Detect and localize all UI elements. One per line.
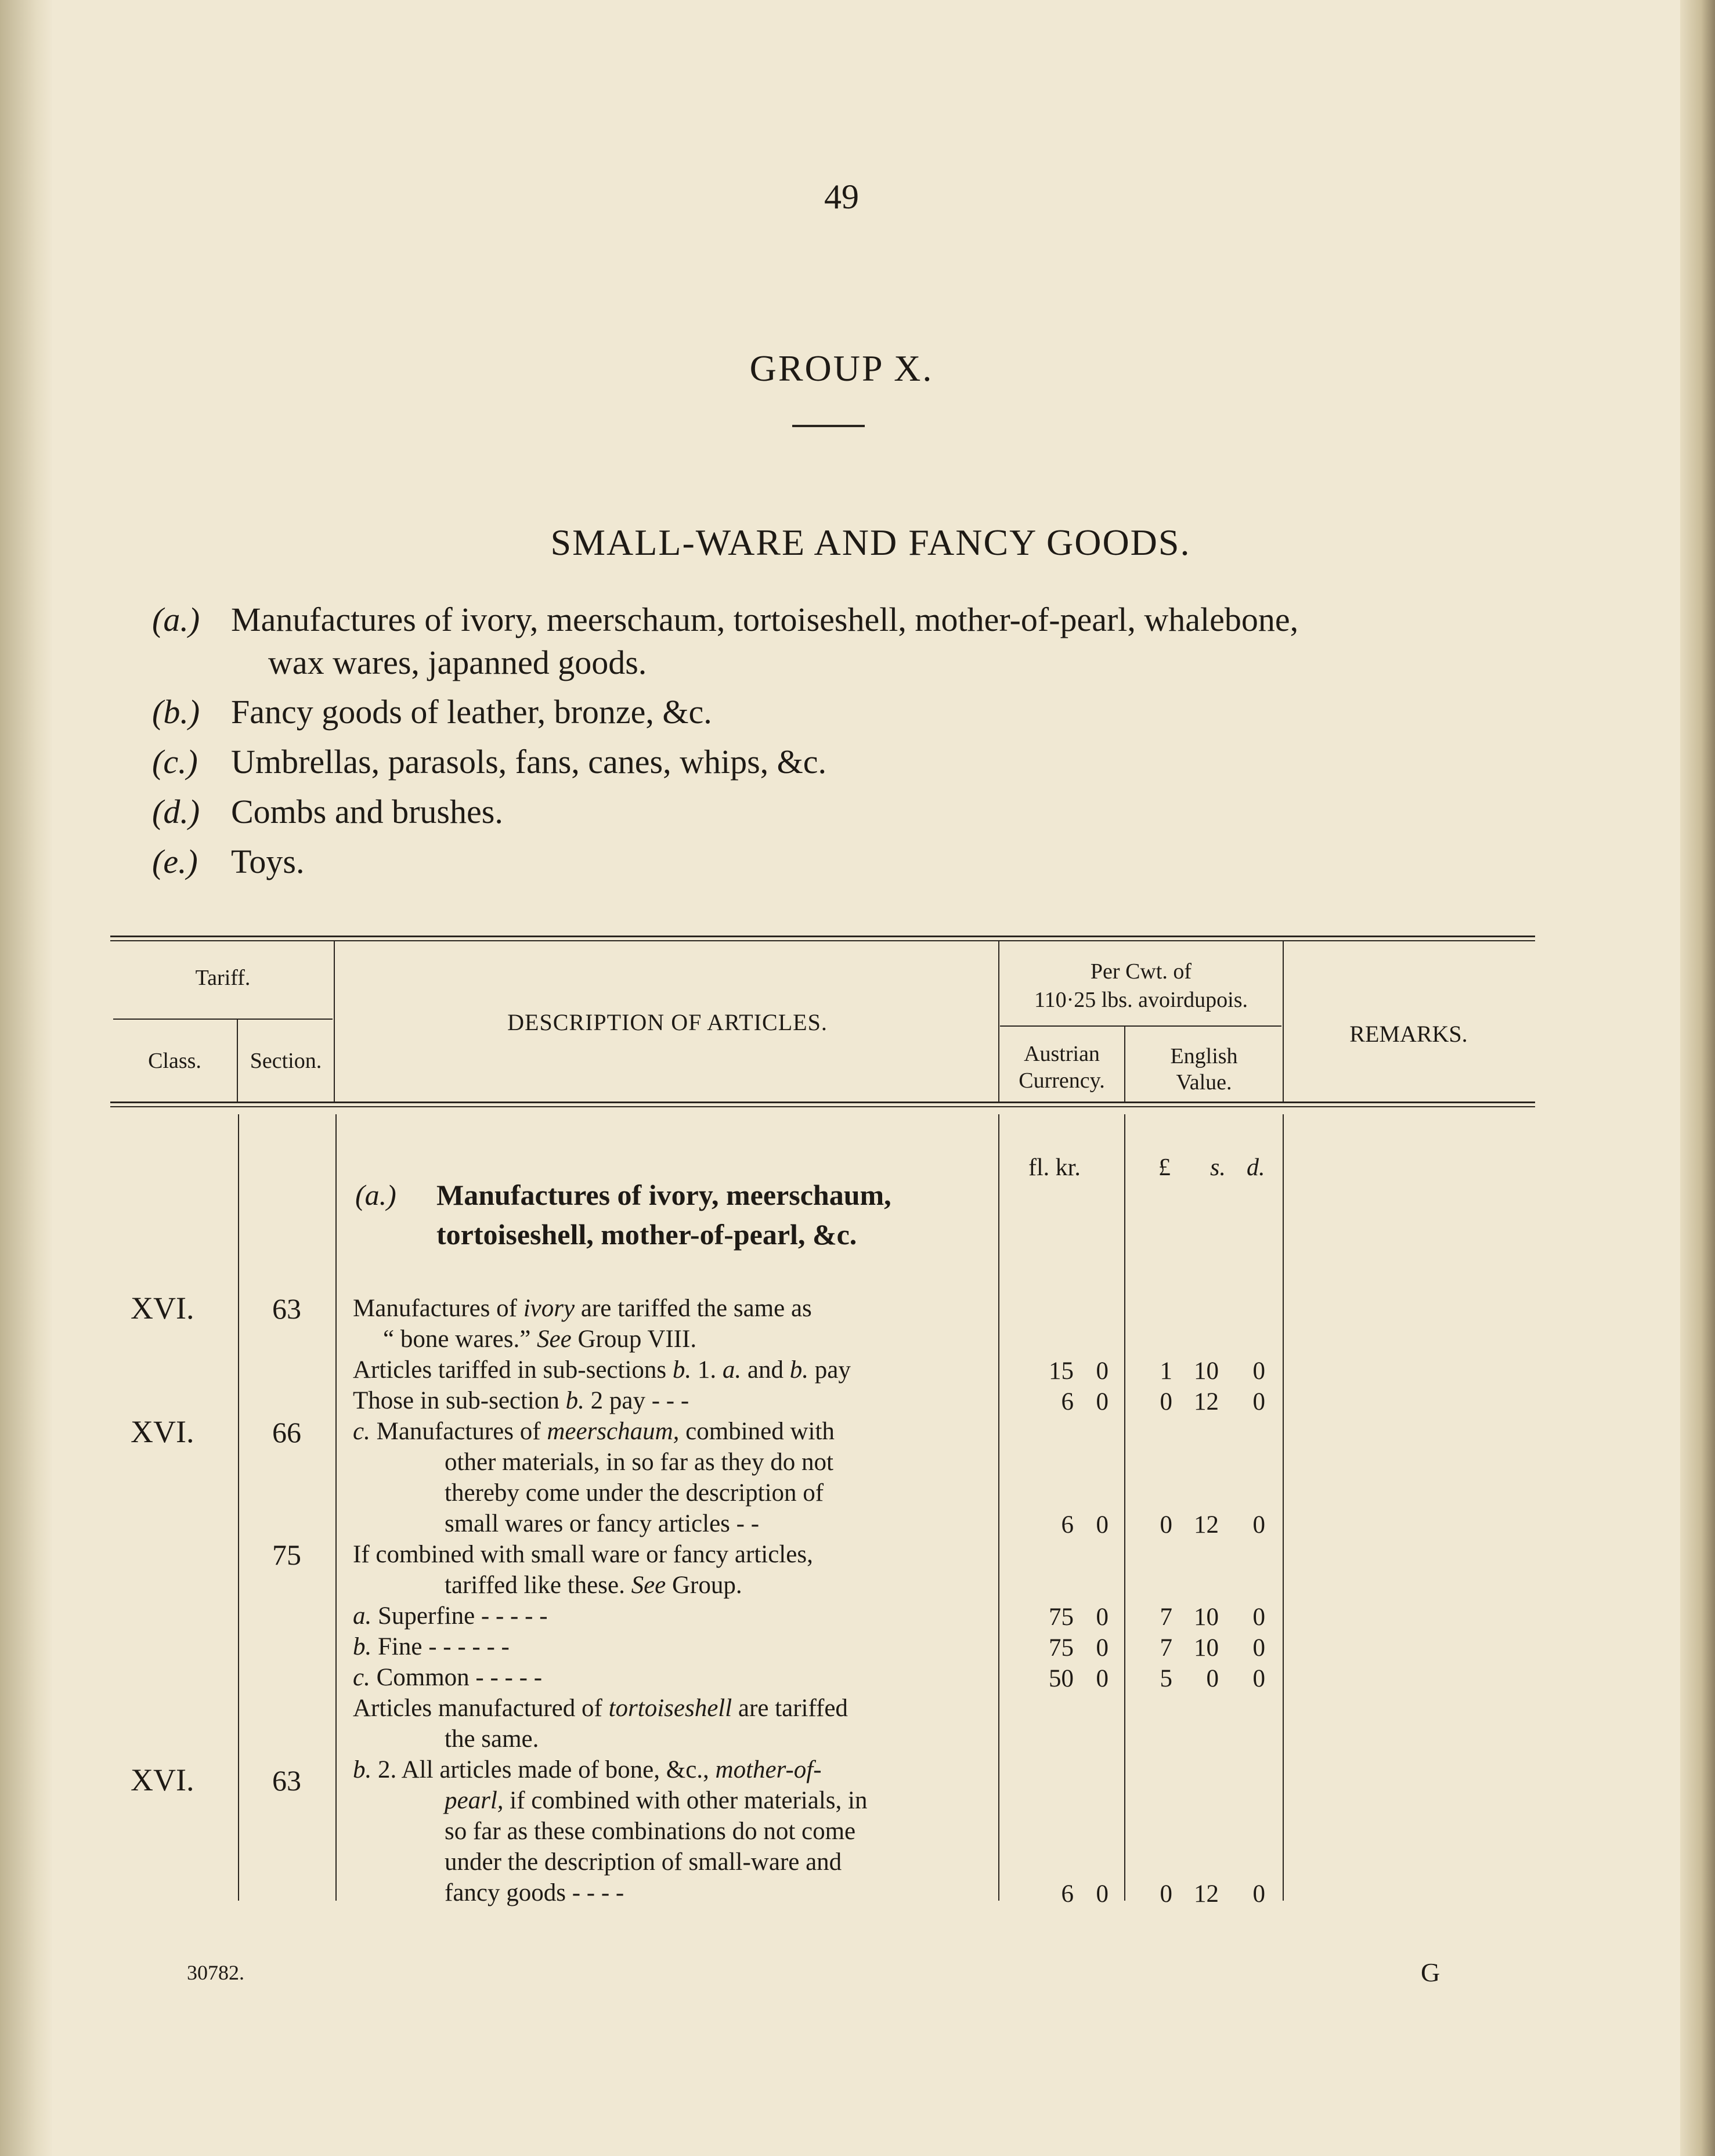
category-marker-b: (b.): [152, 693, 200, 731]
subheading-line2: tortoiseshell, mother-of-pearl, &c.: [436, 1218, 857, 1251]
pence-value: 0: [1252, 1665, 1265, 1692]
florin-value: 75: [1049, 1604, 1074, 1631]
section-cell: 63: [272, 1292, 301, 1325]
description-line: b. Fine - - - - - -: [353, 1633, 510, 1660]
description-line: “ bone wares.” See Group VIII.: [383, 1326, 697, 1353]
shilling-value: 12: [1194, 1880, 1219, 1908]
description-header-left-rule: [334, 941, 335, 1102]
page-number: 49: [824, 178, 859, 216]
page-gutter: [0, 0, 52, 2156]
section-cell: 66: [272, 1416, 301, 1449]
currency-english-body-divider: [1124, 1114, 1125, 1901]
header-english-line2: Value.: [1176, 1070, 1232, 1095]
header-bottom-rule: [110, 1102, 1535, 1103]
kreuzer-value: 0: [1096, 1357, 1109, 1385]
pound-value: 0: [1160, 1880, 1172, 1908]
tariff-divider: [113, 1019, 333, 1020]
header-section: Section.: [250, 1049, 322, 1073]
header-austrian-line2: Currency.: [1019, 1068, 1105, 1093]
kreuzer-value: 0: [1096, 1634, 1109, 1662]
header-remarks: REMARKS.: [1349, 1021, 1468, 1047]
header-english-line1: English: [1170, 1044, 1238, 1068]
header-description: DESCRIPTION OF ARTICLES.: [507, 1009, 828, 1035]
class-cell: XVI.: [131, 1291, 194, 1326]
kreuzer-value: 0: [1096, 1880, 1109, 1908]
group-title: GROUP X.: [749, 348, 934, 389]
kreuzer-value: 0: [1096, 1604, 1109, 1631]
per-cwt-divider: [1000, 1025, 1281, 1027]
pound-value: 1: [1160, 1357, 1172, 1385]
pound-value: 7: [1160, 1604, 1172, 1631]
section-cell: 63: [272, 1764, 301, 1797]
shilling-value: 12: [1194, 1388, 1219, 1415]
kreuzer-value: 0: [1096, 1511, 1109, 1539]
florin-value: 15: [1049, 1357, 1074, 1385]
footer-print-number: 30782.: [187, 1961, 244, 1984]
shilling-value: 10: [1194, 1604, 1219, 1631]
footer-signature-mark: G: [1421, 1958, 1440, 1987]
description-line: the same.: [445, 1725, 539, 1753]
description-line: fancy goods - - - -: [445, 1879, 624, 1906]
category-text-d: Combs and brushes.: [231, 793, 503, 830]
subheading-marker: (a.): [355, 1179, 396, 1211]
subheading-line1: Manufactures of ivory, meerschaum,: [436, 1179, 891, 1211]
kreuzer-value: 0: [1096, 1665, 1109, 1692]
pence-value: 0: [1252, 1880, 1265, 1908]
pence-value: 0: [1252, 1511, 1265, 1539]
page-edge: [1680, 0, 1715, 2156]
section-cell: 75: [272, 1539, 301, 1571]
description-line: Articles manufactured of tortoiseshell are tariffed: [353, 1695, 848, 1722]
description-line: If combined with small ware or fancy articles,: [353, 1541, 813, 1568]
description-line: small wares or fancy articles - -: [445, 1510, 760, 1537]
header-tariff: Tariff.: [195, 966, 251, 990]
class-cell: XVI.: [131, 1763, 194, 1797]
pence-value: 0: [1252, 1634, 1265, 1662]
description-line: thereby come under the description of: [445, 1479, 824, 1507]
florin-value: 75: [1049, 1634, 1074, 1662]
header-class: Class.: [148, 1049, 201, 1073]
florin-value: 6: [1061, 1388, 1074, 1415]
header-per-cwt-line2: 110·25 lbs. avoirdupois.: [1034, 988, 1248, 1012]
shilling-value: 0: [1206, 1665, 1219, 1692]
description-line: b. 2. All articles made of bone, &c., mother-of-: [353, 1756, 822, 1783]
units-pound: £: [1158, 1154, 1171, 1181]
shilling-value: 12: [1194, 1511, 1219, 1539]
description-line: Those in sub-section b. 2 pay - - -: [353, 1387, 689, 1414]
shilling-value: 10: [1194, 1357, 1219, 1385]
florin-value: 50: [1049, 1665, 1074, 1692]
category-marker-a: (a.): [152, 601, 200, 638]
category-text-c: Umbrellas, parasols, fans, canes, whips, &c.: [231, 743, 827, 781]
category-marker-e: (e.): [152, 843, 198, 880]
description-line: under the description of small-ware and: [445, 1848, 842, 1876]
description-line: tariffed like these. See Group.: [445, 1572, 742, 1599]
header-bottom-rule-2: [110, 1106, 1535, 1107]
header-per-cwt-line1: Per Cwt. of: [1090, 959, 1192, 984]
description-line: c. Manufactures of meerschaum, combined with: [353, 1418, 835, 1445]
pence-value: 0: [1252, 1388, 1265, 1415]
table-top-rule-2: [110, 940, 1535, 941]
description-line: Articles tariffed in sub-sections b. 1. a. and b. pay: [353, 1356, 851, 1384]
description-line: other materials, in so far as they do not: [445, 1449, 833, 1476]
description-line: Manufactures of ivory are tariffed the same as: [353, 1295, 812, 1322]
main-title: SMALL-WARE AND FANCY GOODS.: [550, 522, 1191, 563]
class-cell: XVI.: [131, 1414, 194, 1449]
category-marker-c: (c.): [152, 743, 198, 781]
header-austrian-line1: Austrian: [1024, 1042, 1100, 1066]
shilling-value: 10: [1194, 1634, 1219, 1662]
pound-value: 7: [1160, 1634, 1172, 1662]
units-fl-kr: fl. kr.: [1028, 1154, 1081, 1181]
category-marker-d: (d.): [152, 793, 200, 830]
kreuzer-value: 0: [1096, 1388, 1109, 1415]
category-text-a-line2: wax wares, japanned goods.: [268, 644, 647, 681]
section-description-body-divider: [335, 1114, 337, 1901]
title-rule: [792, 425, 865, 427]
category-text-e: Toys.: [231, 843, 305, 880]
description-currency-body-divider: [998, 1114, 999, 1901]
pound-value: 5: [1160, 1665, 1172, 1692]
pound-value: 0: [1160, 1511, 1172, 1539]
florin-value: 6: [1061, 1511, 1074, 1539]
english-remarks-body-divider: [1283, 1114, 1284, 1901]
pence-value: 0: [1252, 1604, 1265, 1631]
units-shilling: s.: [1210, 1154, 1226, 1181]
table-top-rule: [110, 936, 1535, 937]
florin-value: 6: [1061, 1880, 1074, 1908]
pence-value: 0: [1252, 1357, 1265, 1385]
category-text-a-line1: Manufactures of ivory, meerschaum, tortoiseshell, mother-of-pearl, whalebone,: [231, 601, 1299, 638]
description-line: pearl, if combined with other materials, in: [445, 1787, 868, 1814]
pound-value: 0: [1160, 1388, 1172, 1415]
description-line: so far as these combinations do not come: [445, 1818, 856, 1845]
units-pence: d.: [1247, 1154, 1265, 1181]
description-line: a. Superfine - - - - -: [353, 1602, 548, 1630]
description-line: c. Common - - - - -: [353, 1664, 543, 1691]
category-text-b: Fancy goods of leather, bronze, &c.: [231, 693, 712, 731]
